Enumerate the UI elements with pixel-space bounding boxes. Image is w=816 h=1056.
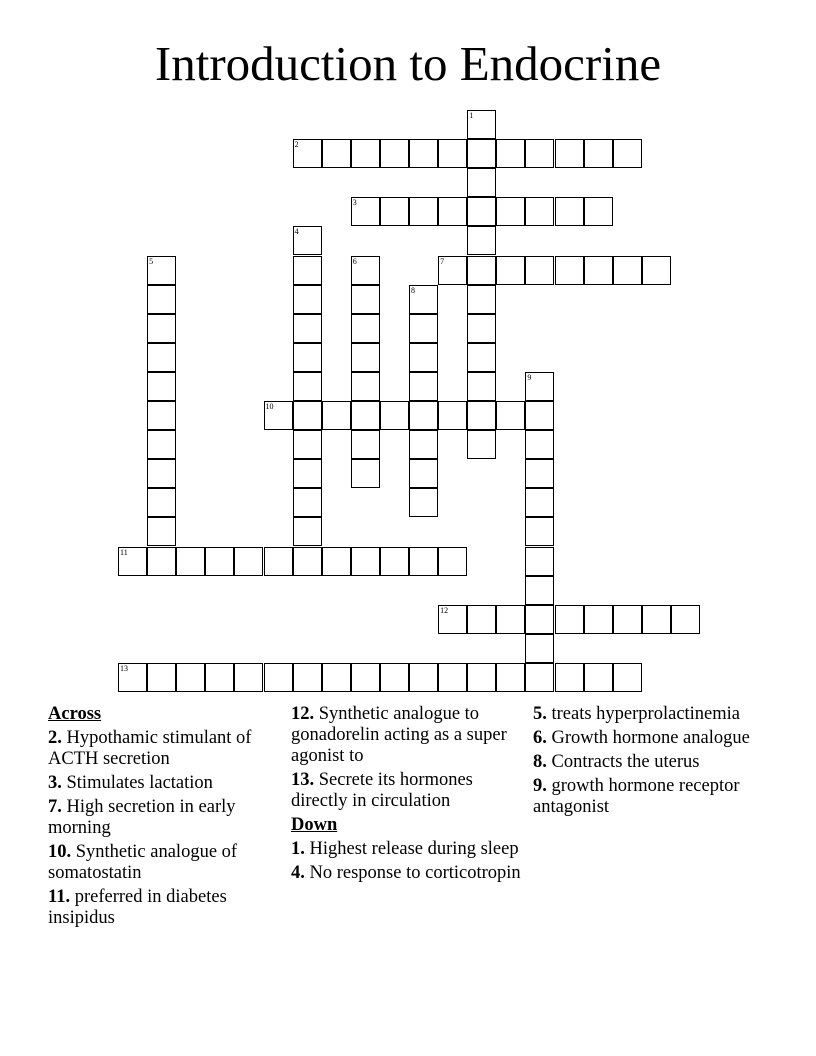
grid-cell[interactable]	[613, 139, 642, 168]
grid-cell[interactable]	[205, 663, 234, 692]
grid-cell[interactable]	[525, 430, 554, 459]
grid-cell[interactable]	[351, 314, 380, 343]
grid-cell[interactable]	[293, 430, 322, 459]
clue-across-13: 13. Secrete its hormones directly in circulation	[291, 770, 473, 811]
clue-across-2: 2. Hypothamic stimulant of ACTH secretion	[48, 728, 252, 769]
grid-cell[interactable]	[584, 605, 613, 634]
grid-cell[interactable]	[147, 430, 176, 459]
grid-cell[interactable]	[264, 663, 293, 692]
grid-cell[interactable]	[496, 605, 525, 634]
grid-cell[interactable]	[351, 285, 380, 314]
cell-number: 6	[352, 256, 357, 266]
clue-down-4: 4. No response to corticotropin	[291, 863, 521, 883]
grid-cell[interactable]	[438, 663, 467, 692]
grid-cell[interactable]	[322, 401, 351, 430]
grid-cell[interactable]	[205, 547, 234, 576]
grid-cell[interactable]	[642, 256, 671, 285]
grid-cell[interactable]	[147, 459, 176, 488]
cell-number: 2	[294, 140, 299, 150]
grid-cell[interactable]	[351, 430, 380, 459]
page-title: Introduction to Endocrine	[154, 36, 662, 91]
grid-cell[interactable]	[234, 547, 263, 576]
grid-cell[interactable]	[613, 605, 642, 634]
grid-cell[interactable]	[467, 372, 496, 401]
grid-cell[interactable]	[380, 401, 409, 430]
grid-cell[interactable]	[496, 663, 525, 692]
grid-cell[interactable]	[584, 197, 613, 226]
grid-cell[interactable]	[409, 197, 438, 226]
grid-cell[interactable]	[467, 314, 496, 343]
grid-cell[interactable]	[380, 547, 409, 576]
grid-cell[interactable]	[322, 663, 351, 692]
clue-down-5: 5. treats hyperprolactinemia	[533, 704, 741, 724]
grid-cell[interactable]	[351, 343, 380, 372]
grid-cell[interactable]	[438, 401, 467, 430]
grid-cell[interactable]	[351, 372, 380, 401]
grid-cell[interactable]	[467, 168, 496, 197]
grid-cell[interactable]	[293, 343, 322, 372]
clue-across-12: 12. Synthetic analogue to gonadorelin acting as a super agonist to	[291, 704, 507, 766]
grid-cell[interactable]	[147, 285, 176, 314]
grid-cell[interactable]	[525, 663, 554, 692]
cell-number: 1	[469, 111, 474, 120]
grid-cell[interactable]	[147, 314, 176, 343]
grid-cell[interactable]	[293, 314, 322, 343]
clue-down-1: 1. Highest release during sleep	[291, 839, 519, 859]
grid-cell[interactable]	[409, 314, 438, 343]
grid-cell[interactable]	[409, 401, 438, 430]
down-heading: Down	[291, 815, 338, 835]
grid-cell[interactable]	[525, 401, 554, 430]
grid-cell[interactable]	[642, 605, 671, 634]
grid-cell[interactable]	[467, 605, 496, 634]
grid-cell[interactable]	[496, 139, 525, 168]
grid-cell[interactable]	[176, 663, 205, 692]
grid-cell[interactable]	[147, 372, 176, 401]
grid-cell[interactable]	[147, 517, 176, 546]
grid-cell[interactable]	[293, 488, 322, 517]
clue-column-3	[533, 704, 773, 821]
grid-cell[interactable]	[584, 663, 613, 692]
grid-cell[interactable]	[409, 663, 438, 692]
grid-cell[interactable]	[467, 663, 496, 692]
grid-cell[interactable]	[467, 226, 496, 255]
clue-down-6: 6. Growth hormone analogue	[533, 728, 750, 748]
cell-number: 9	[527, 372, 532, 382]
grid-cell[interactable]	[147, 663, 176, 692]
grid-cell[interactable]	[264, 547, 293, 576]
grid-cell[interactable]	[147, 343, 176, 372]
grid-cell[interactable]	[147, 488, 176, 517]
grid-cell[interactable]	[467, 343, 496, 372]
grid-cell[interactable]	[322, 139, 351, 168]
clue-down-9: 9. growth hormone receptor antagonist	[533, 776, 740, 817]
grid-cell[interactable]	[584, 256, 613, 285]
grid-cell[interactable]	[380, 197, 409, 226]
grid-cell[interactable]	[438, 197, 467, 226]
grid-cell[interactable]	[351, 139, 380, 168]
grid-cell[interactable]	[671, 605, 700, 634]
grid-cell[interactable]	[293, 372, 322, 401]
grid-cell[interactable]	[234, 663, 263, 692]
grid-cell[interactable]	[467, 256, 496, 285]
clue-across-7: 7. High secretion in early morning	[48, 797, 236, 838]
grid-cell[interactable]	[467, 285, 496, 314]
grid-cell[interactable]	[351, 663, 380, 692]
grid-cell[interactable]	[555, 139, 584, 168]
grid-cell[interactable]	[409, 547, 438, 576]
cell-number: 4	[294, 227, 299, 237]
grid-cell[interactable]	[496, 401, 525, 430]
grid-cell[interactable]	[525, 517, 554, 546]
grid-cell[interactable]	[525, 634, 554, 663]
grid-cell[interactable]	[293, 517, 322, 546]
grid-cell[interactable]	[409, 372, 438, 401]
grid-cell[interactable]	[380, 139, 409, 168]
grid-cell[interactable]	[496, 197, 525, 226]
grid-cell[interactable]	[525, 459, 554, 488]
clue-across-11: 11. preferred in diabetes insipidus	[48, 887, 227, 928]
grid-cell[interactable]	[525, 197, 554, 226]
grid-cell[interactable]	[176, 547, 205, 576]
grid-cell[interactable]	[351, 459, 380, 488]
grid-cell[interactable]	[555, 197, 584, 226]
grid-cell[interactable]	[613, 256, 642, 285]
clue-column-1	[48, 704, 278, 932]
grid-cell[interactable]	[438, 139, 467, 168]
grid-cell[interactable]	[380, 663, 409, 692]
grid-cell[interactable]	[409, 430, 438, 459]
grid-cell[interactable]	[409, 343, 438, 372]
cell-number: 13	[120, 663, 128, 673]
grid-cell[interactable]	[293, 459, 322, 488]
grid-cell[interactable]	[322, 547, 351, 576]
cell-number: 11	[120, 547, 128, 557]
grid-cell[interactable]	[409, 139, 438, 168]
grid-cell[interactable]	[525, 605, 554, 634]
clue-column-2	[291, 704, 526, 887]
grid-cell[interactable]	[467, 139, 496, 168]
cell-number: 5	[149, 256, 154, 266]
grid-cell[interactable]	[496, 256, 525, 285]
grid-cell[interactable]	[525, 256, 554, 285]
grid-cell[interactable]	[293, 663, 322, 692]
cell-number: 3	[352, 198, 357, 208]
grid-cell[interactable]	[293, 256, 322, 285]
grid-cell[interactable]	[147, 401, 176, 430]
cell-number: 10	[265, 402, 274, 411]
grid-cell[interactable]	[438, 547, 467, 576]
grid-cell[interactable]	[555, 663, 584, 692]
grid-cell[interactable]	[525, 488, 554, 517]
grid-cell[interactable]	[467, 401, 496, 430]
grid-cell[interactable]	[613, 663, 642, 692]
grid-cell[interactable]	[525, 576, 554, 605]
clue-down-8: 8. Contracts the uterus	[533, 752, 700, 772]
grid-cell[interactable]	[467, 430, 496, 459]
clue-across-10: 10. Synthetic analogue of somatostatin	[48, 842, 238, 883]
grid-cell[interactable]	[293, 401, 322, 430]
across-heading: Across	[48, 704, 102, 724]
grid-cell[interactable]	[147, 547, 176, 576]
grid-cell[interactable]	[351, 401, 380, 430]
grid-cell[interactable]	[584, 139, 613, 168]
cell-number: 7	[440, 256, 445, 266]
grid-cell[interactable]	[555, 605, 584, 634]
clue-across-3: 3. Stimulates lactation	[48, 773, 213, 793]
grid-cell[interactable]	[409, 488, 438, 517]
grid-cell[interactable]	[525, 139, 554, 168]
grid-cell[interactable]	[409, 459, 438, 488]
grid-cell[interactable]	[555, 256, 584, 285]
grid-cell[interactable]	[467, 197, 496, 226]
grid-cell[interactable]	[293, 285, 322, 314]
cell-number: 8	[411, 285, 415, 295]
grid-cell[interactable]	[351, 547, 380, 576]
grid-cell[interactable]	[293, 547, 322, 576]
cell-number: 12	[440, 605, 449, 615]
grid-cell[interactable]	[525, 547, 554, 576]
